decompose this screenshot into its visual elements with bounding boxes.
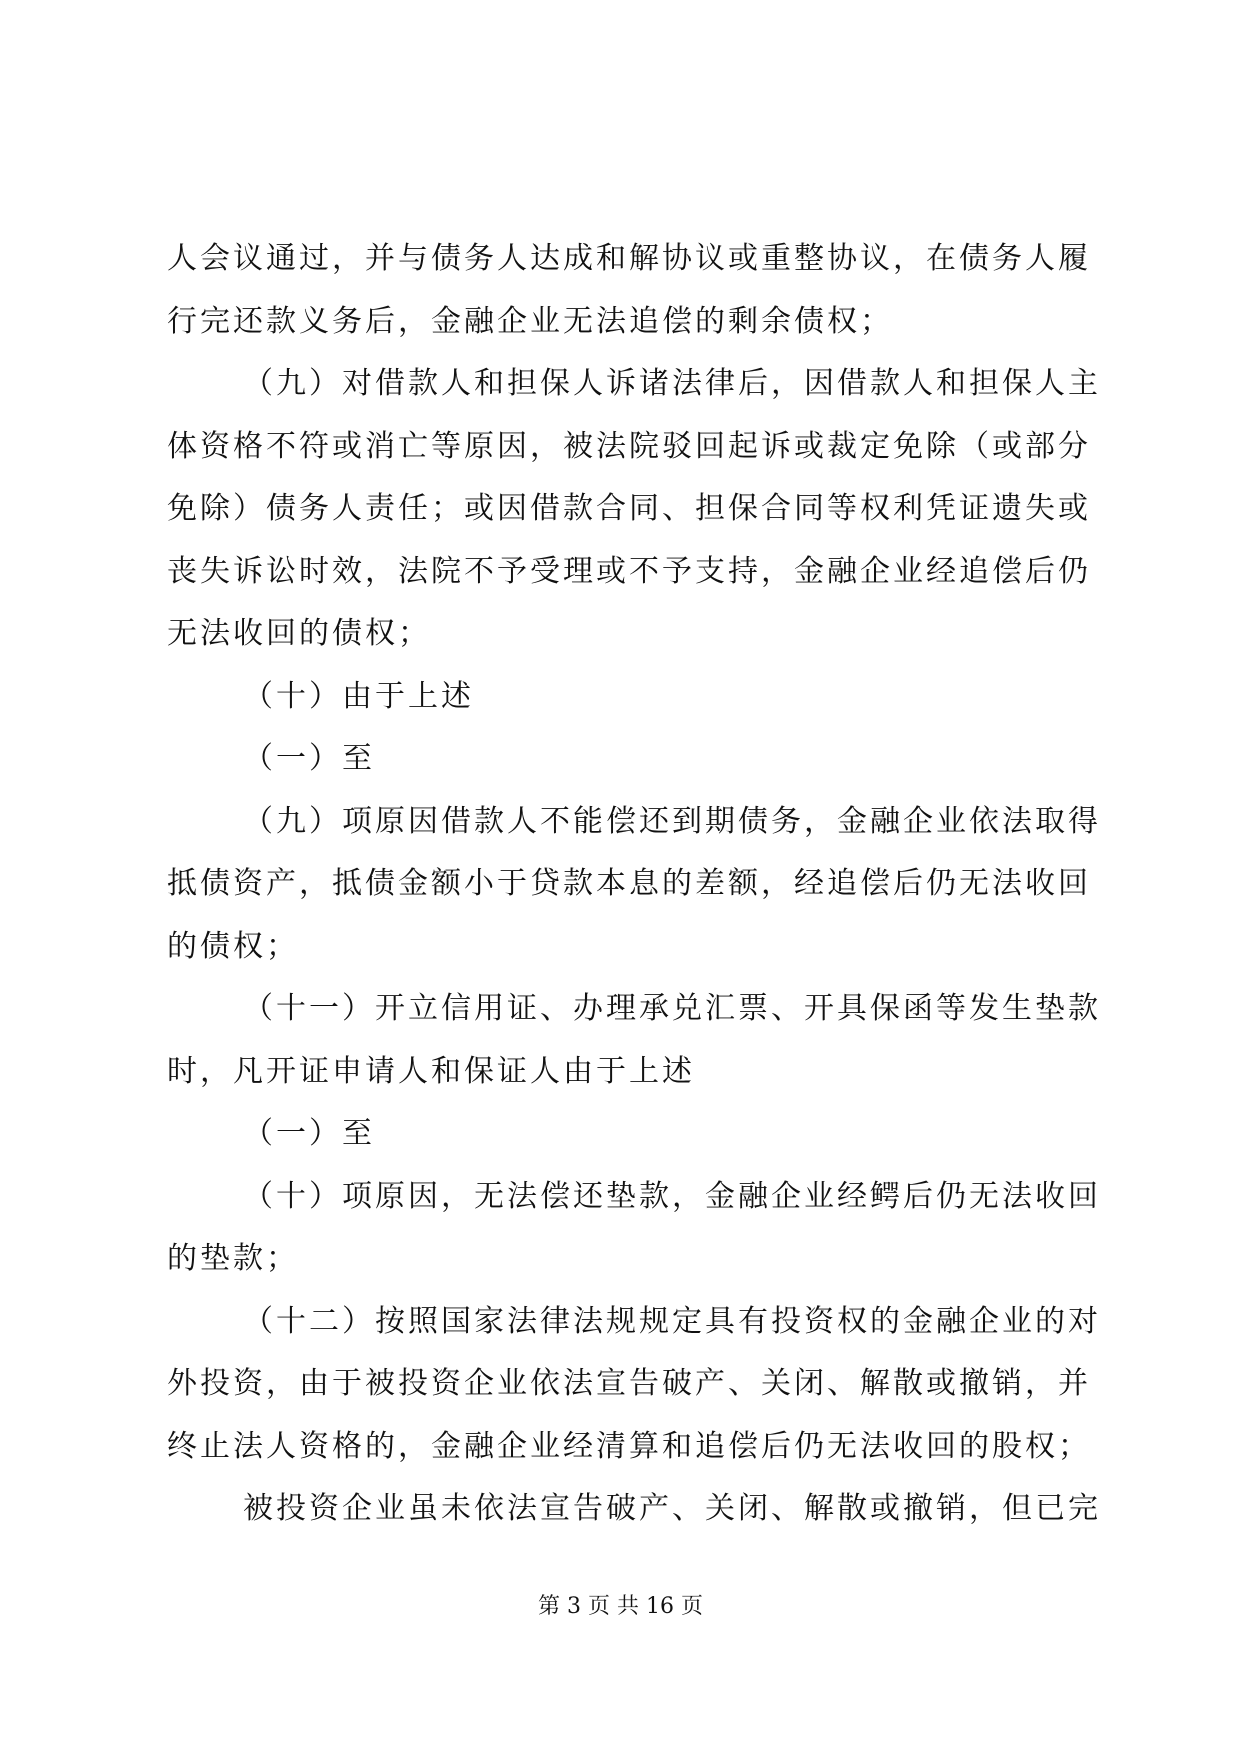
document-body (167, 228, 1101, 1541)
text-line: （一）至 (243, 741, 375, 776)
text-line: 免除）债务人责任；或因借款合同、担保合同等权利凭证遗失或 (167, 491, 1091, 526)
text-line: （十）由于上述 (243, 678, 474, 714)
text-line: （九）项原因借款人不能偿还到期债务，金融企业依法取得 (243, 803, 1101, 839)
text-line: （十二）按照国家法律法规规定具有投资权的金融企业的对 (243, 1303, 1101, 1339)
text-line: 时，凡开证申请人和保证人由于上述 (167, 1053, 695, 1089)
text-line: （九）对借款人和担保人诉诸法律后，因借款人和担保人主 (243, 366, 1101, 401)
text-line: 的垫款； (167, 1241, 299, 1276)
text-line: 的债权； (167, 928, 299, 964)
text-line: 抵债资产，抵债金额小于贷款本息的差额，经追偿后仍无法收回 (167, 866, 1091, 901)
text-line: 被投资企业虽未依法宣告破产、关闭、解散或撤销，但已完 (243, 1491, 1101, 1526)
text-line: 丧失诉讼时效，法院不予受理或不予支持，金融企业经追偿后仍 (167, 553, 1091, 589)
text-line: （十）项原因，无法偿还垫款，金融企业经鳄后仍无法收回 (243, 1178, 1101, 1214)
text-line: 外投资，由于被投资企业依法宣告破产、关闭、解散或撤销，并 (167, 1366, 1091, 1401)
text-line: 终止法人资格的，金融企业经清算和追偿后仍无法收回的股权； (167, 1428, 1091, 1464)
text-line: （一）至 (243, 1116, 375, 1151)
text-line: （十一）开立信用证、办理承兑汇票、开具保函等发生垫款 (243, 991, 1101, 1026)
text-line: 人会议通过，并与债务人达成和解协议或重整协议，在债务人履 (167, 241, 1091, 276)
text-line: 体资格不符或消亡等原因，被法院驳回起诉或裁定免除（或部分 (167, 428, 1091, 464)
text-line: 无法收回的债权； (167, 616, 431, 651)
text-line: 行完还款义务后，金融企业无法追偿的剩余债权； (167, 303, 893, 339)
page-number-footer: 第 3 页 共 16 页 (538, 1594, 703, 1619)
